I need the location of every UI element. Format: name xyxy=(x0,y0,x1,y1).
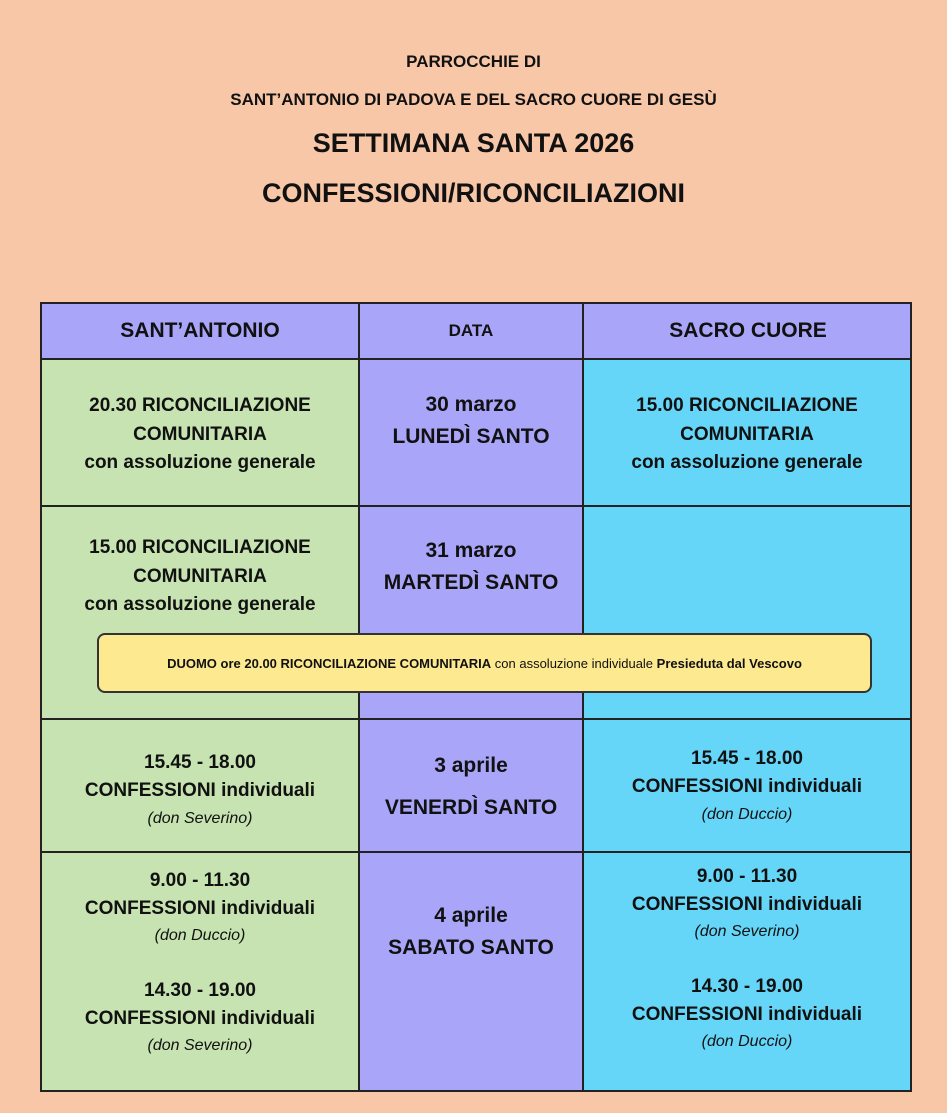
row-day: LUNEDÌ SANTO xyxy=(392,425,550,448)
right-time: 15.45 - 18.00 xyxy=(691,748,803,769)
header-line1: PARROCCHIE DI xyxy=(406,52,541,71)
left-note: (don Severino) xyxy=(147,810,253,827)
left-text: con assoluzione generale xyxy=(84,452,316,473)
divider xyxy=(42,718,910,720)
divider xyxy=(42,505,910,507)
left-text: CONFESSIONI individuali xyxy=(84,780,316,801)
divider xyxy=(42,358,910,360)
banner-presider: Presieduta dal Vescovo xyxy=(656,655,802,671)
left-time: 9.00 - 11.30 xyxy=(149,870,251,891)
left-time: 20.30 RICONCILIAZIONE xyxy=(89,395,311,416)
left-note: (don Duccio) xyxy=(154,927,246,944)
left-time: 15.00 RICONCILIAZIONE xyxy=(89,537,311,558)
left-text: con assoluzione generale xyxy=(84,594,316,615)
row-date: 3 aprile xyxy=(434,754,508,777)
divider xyxy=(358,304,360,1090)
header-line2: SANT’ANTONIO DI PADOVA E DEL SACRO CUORE DI GESÙ xyxy=(230,90,717,109)
row-date: 4 aprile xyxy=(434,904,508,927)
row-day: SABATO SANTO xyxy=(388,936,554,959)
right-note: (don Duccio) xyxy=(701,1033,793,1050)
page-title: SETTIMANA SANTA 2026 xyxy=(312,128,635,158)
left-text: CONFESSIONI individuali xyxy=(84,1008,316,1029)
schedule-table xyxy=(40,302,912,1092)
left-text: CONFESSIONI individuali xyxy=(84,898,316,919)
right-note: (don Severino) xyxy=(694,923,800,940)
right-time: 15.00 RICONCILIAZIONE xyxy=(636,395,858,416)
right-text: CONFESSIONI individuali xyxy=(631,894,863,915)
right-time: 9.00 - 11.30 xyxy=(696,866,798,887)
left-text: COMUNITARIA xyxy=(133,424,267,445)
row-day: MARTEDÌ SANTO xyxy=(383,571,559,594)
column-header-sant-antonio: SANT’ANTONIO xyxy=(120,319,280,342)
duomo-banner xyxy=(97,633,872,693)
left-time: 14.30 - 19.00 xyxy=(144,980,256,1001)
column-header-data: DATA xyxy=(448,321,494,340)
right-text: con assoluzione generale xyxy=(631,452,863,473)
column-header-sacro-cuore: SACRO CUORE xyxy=(669,319,827,342)
row-date: 31 marzo xyxy=(425,539,517,562)
page-subtitle: CONFESSIONI/RICONCILIAZIONI xyxy=(261,178,685,208)
banner-event: DUOMO ore 20.00 RICONCILIAZIONE COMUNITARIA xyxy=(167,655,492,671)
right-text: CONFESSIONI individuali xyxy=(631,776,863,797)
left-text: COMUNITARIA xyxy=(133,566,267,587)
right-text: COMUNITARIA xyxy=(680,424,814,445)
row-date: 30 marzo xyxy=(425,393,517,416)
data-column xyxy=(360,360,582,1090)
right-text: CONFESSIONI individuali xyxy=(631,1004,863,1025)
left-time: 15.45 - 18.00 xyxy=(144,752,256,773)
divider xyxy=(42,851,910,853)
left-note: (don Severino) xyxy=(147,1037,253,1054)
banner-detail: con assoluzione individuale xyxy=(491,655,657,671)
right-time: 14.30 - 19.00 xyxy=(691,976,803,997)
right-note: (don Duccio) xyxy=(701,806,793,823)
divider xyxy=(582,304,584,1090)
row-day: VENERDÌ SANTO xyxy=(384,796,558,819)
